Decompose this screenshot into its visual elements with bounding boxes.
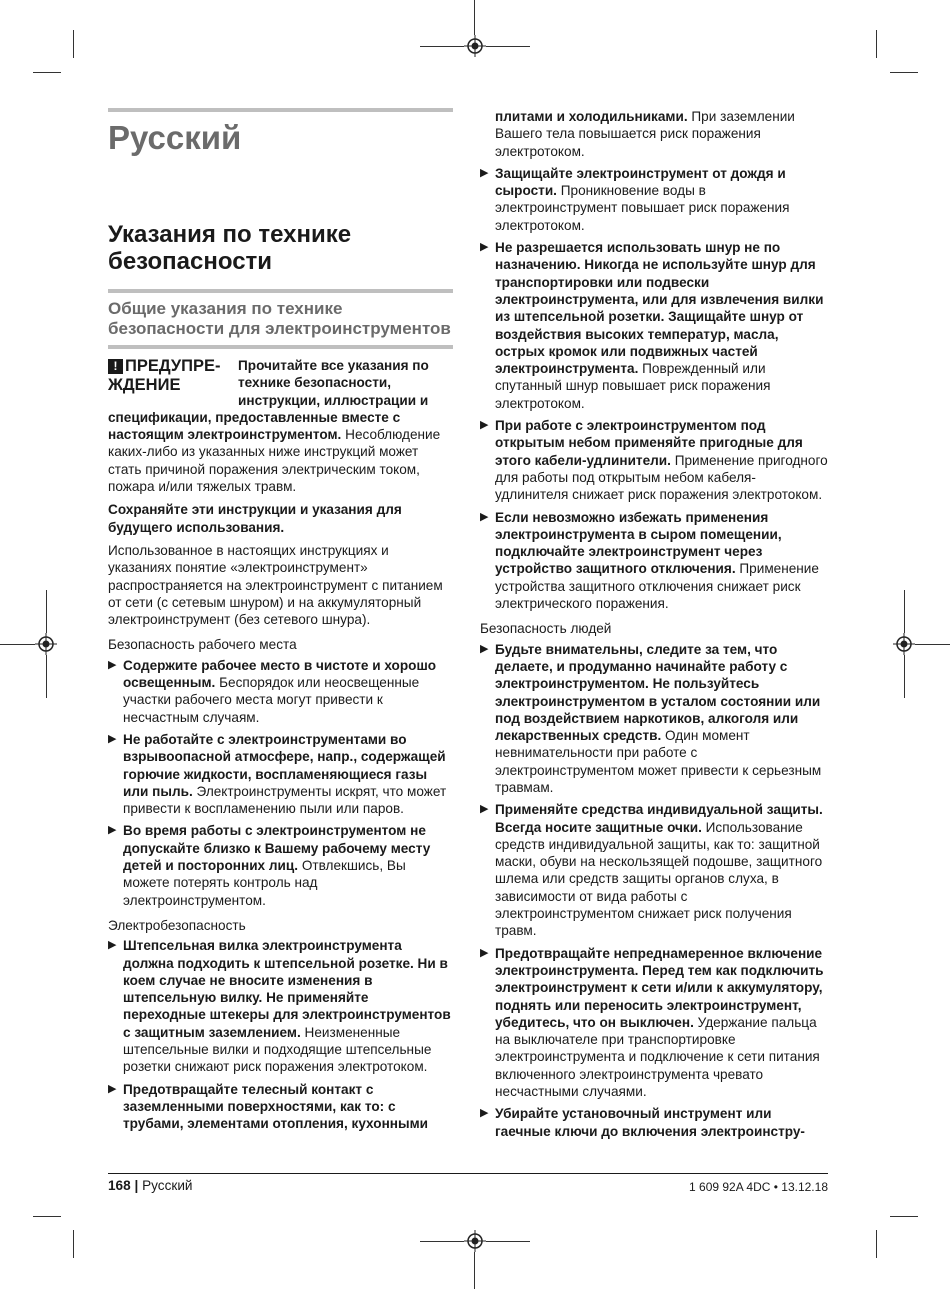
language-title: Русский — [108, 119, 242, 156]
list-item: ▶ Если невозможно избежать применения электроинструмента в сыром помещении, подключайте электроинструмент через устройство защитного отключения. Применение устройства защитного отключения снижает риск электрического поражения. — [480, 509, 819, 612]
page-footer — [108, 1177, 193, 1195]
crop-mark — [890, 72, 918, 73]
people-heading: Безопасность людей — [480, 621, 612, 637]
triangle-bullet-icon: ▶ — [108, 732, 117, 745]
crop-mark — [486, 1241, 530, 1242]
section-rule — [108, 345, 453, 349]
electrical-list-continued — [480, 165, 828, 612]
crop-mark — [420, 1241, 464, 1242]
triangle-bullet-icon: ▶ — [108, 824, 117, 837]
safety-title: Указания по технике безопасности — [108, 221, 352, 275]
triangle-bullet-icon: ▶ — [480, 642, 489, 655]
registration-mark-icon — [35, 633, 57, 655]
triangle-bullet-icon: ▶ — [480, 803, 489, 816]
keep-instructions: Сохраняйте эти инструкции и указания для будущего использования. — [108, 502, 402, 535]
left-column — [108, 108, 453, 1137]
warning-block — [108, 357, 453, 495]
triangle-bullet-icon: ▶ — [480, 946, 489, 959]
crop-mark — [0, 644, 35, 645]
list-item: ▶ Убирайте установочный инструмент или гаечные ключи до включения электроинстру- — [480, 1106, 805, 1139]
triangle-bullet-icon: ▶ — [480, 510, 489, 523]
crop-mark — [46, 590, 47, 633]
general-safety-title: Общие указания по технике безопасности для электроинструментов — [108, 299, 451, 338]
footer-separator: | — [134, 1178, 139, 1193]
crop-mark — [474, 0, 475, 35]
document-code: 1 609 92A 4DC • 13.12.18 — [689, 1180, 828, 1194]
crop-mark — [46, 655, 47, 698]
workplace-heading: Безопасность рабочего места — [108, 637, 297, 653]
triangle-bullet-icon: ▶ — [108, 1082, 117, 1095]
footer-section: Русский — [142, 1178, 193, 1193]
list-item: ▶ Не работайте с электроинструментами во взрывоопасной атмосфере, напр., содержащей горючие жидкости, воспламеняющиеся газы или пыль. Электроинструменты искрят, что может привести к воспламенению пыли или паров. — [108, 731, 447, 817]
continuation-paragraph: плитами и холодильниками. При заземлении Вашего тела повышается риск поражения электротоком. — [495, 109, 795, 159]
footer-rule — [108, 1173, 828, 1174]
crop-mark — [904, 655, 905, 698]
warning-label: ! ПРЕДУПРЕ-ЖДЕНИЕ — [108, 357, 221, 394]
crop-mark — [486, 46, 530, 47]
crop-mark — [73, 1230, 74, 1258]
people-list — [480, 641, 828, 1140]
list-item: ▶ Во время работы с электроинструментом не допускайте близко к Вашему рабочему месту детей и посторонних лиц. Отвлекшись, Вы можете потерять контроль над электроинструментом. — [108, 823, 431, 908]
crop-mark — [876, 30, 877, 58]
triangle-bullet-icon: ▶ — [480, 166, 489, 179]
page-number: 168 — [108, 1178, 131, 1193]
list-item: ▶ Защищайте электроинструмент от дождя и сырости. Проникновение воды в электроинструмент повышает риск поражения электротоком. — [480, 165, 790, 233]
list-item: ▶ При работе с электроинструментом под открытым небом применяйте пригодные для этого кабели-удлинители. Применение пригодного для работы под открытым небом кабеля-удлинителя снижает риск поражения электротоком. — [480, 418, 828, 503]
section-rule — [108, 108, 453, 112]
crop-mark — [420, 46, 464, 47]
registration-mark-icon — [464, 35, 486, 57]
crop-mark — [73, 30, 74, 58]
triangle-bullet-icon: ▶ — [480, 419, 489, 432]
list-item: ▶ Штепсельная вилка электроинструмента должна подходить к штепсельной розетке. Ни в коем случае не вносите изменения в штепсельную вилку. Не применяйте переходные штекеры для электроинструментов с защитным заземлением. Неизмененные штепсельные вилки и подходящие штепсельные розетки снижают риск поражения электротоком. — [108, 938, 451, 1075]
list-item: ▶ Будьте внимательны, следите за тем, что делаете, и продуманно начинайте работу с электроинструментом. Не пользуйтесь электроинструментом в усталом состоянии или под воздействием наркотиков, алкоголя или лекарственных средств. Один момент невнимательности при работе с электроинструментом может привести к серьезным травмам. — [480, 641, 822, 795]
workplace-list — [108, 657, 453, 909]
registration-mark-icon — [464, 1230, 486, 1252]
crop-mark — [915, 644, 950, 645]
list-item: ▶ Содержите рабочее место в чистоте и хорошо освещенным. Беспорядок или неосвещенные участки рабочего места могут привести к несчастным случаям. — [108, 657, 437, 725]
crop-mark — [890, 1216, 918, 1217]
definition-paragraph: Использованное в настоящих инструкциях и указаниях понятие «электроинструмент» распространяется на электроинструмент с питанием от сети (с сетевым шнуром) и на аккумуляторный электроинструмент (без сетевого шнура). — [108, 542, 443, 628]
list-item: ▶ Не разрешается использовать шнур не по назначению. Никогда не используйте шнур для транспортировки или подвески электроинструмента, или для извлечения вилки из штепсельной розетки. Защищайте шнур от воздействия высоких температур, масла, острых кромок или подвижных частей электроинструмента. Поврежденный или спутанный шнур повышает риск поражения электротоком. — [480, 240, 824, 411]
electrical-list — [108, 937, 453, 1132]
warning-triangle-icon: ! — [108, 359, 123, 374]
crop-mark — [33, 72, 61, 73]
triangle-bullet-icon: ▶ — [480, 1107, 489, 1120]
list-item: ▶ Предотвращайте телесный контакт с заземленными поверхностями, как то: с трубами, элементами отопления, кухонными — [108, 1081, 429, 1132]
triangle-bullet-icon: ▶ — [108, 939, 117, 952]
electrical-heading: Электробезопасность — [108, 917, 246, 933]
triangle-bullet-icon: ▶ — [480, 241, 489, 254]
crop-mark — [904, 590, 905, 633]
right-column — [480, 108, 828, 1145]
registration-mark-icon — [893, 633, 915, 655]
warning-text: Прочитайте все указания по технике безопасности, инструкции, иллюстрации и спецификации, предоставленные вместе с настоящим электроинструментом. Несоблюдение каких-либо из указанных ниже инструкций может стать причиной поражения электрическим током, пожара и/или тяжелых травм. — [108, 358, 441, 495]
crop-mark — [876, 1230, 877, 1258]
crop-mark — [474, 1252, 475, 1289]
list-item: ▶ Предотвращайте непреднамеренное включение электроинструмента. Перед тем как подключить электроинструмент к сети и/или к аккумулятору, поднять или переносить электроинструмент, убедитесь, что он выключен. Удержание пальца на выключателе при транспортировке электроинструмента и подключение к сети питания включенного электроинструмента чревато несчастными случаями. — [480, 945, 824, 1100]
crop-mark — [33, 1216, 61, 1217]
section-rule — [108, 289, 453, 293]
triangle-bullet-icon: ▶ — [108, 658, 117, 671]
list-item: ▶ Применяйте средства индивидуальной защиты. Всегда носите защитные очки. Использование средств индивидуальной защиты, как то: защитной маски, обуви на нескользящей подошве, защитного шлема или средств защиты органов слуха, в зависимости от вида работы с электроинструментом снижает риск получения травм. — [480, 802, 823, 939]
